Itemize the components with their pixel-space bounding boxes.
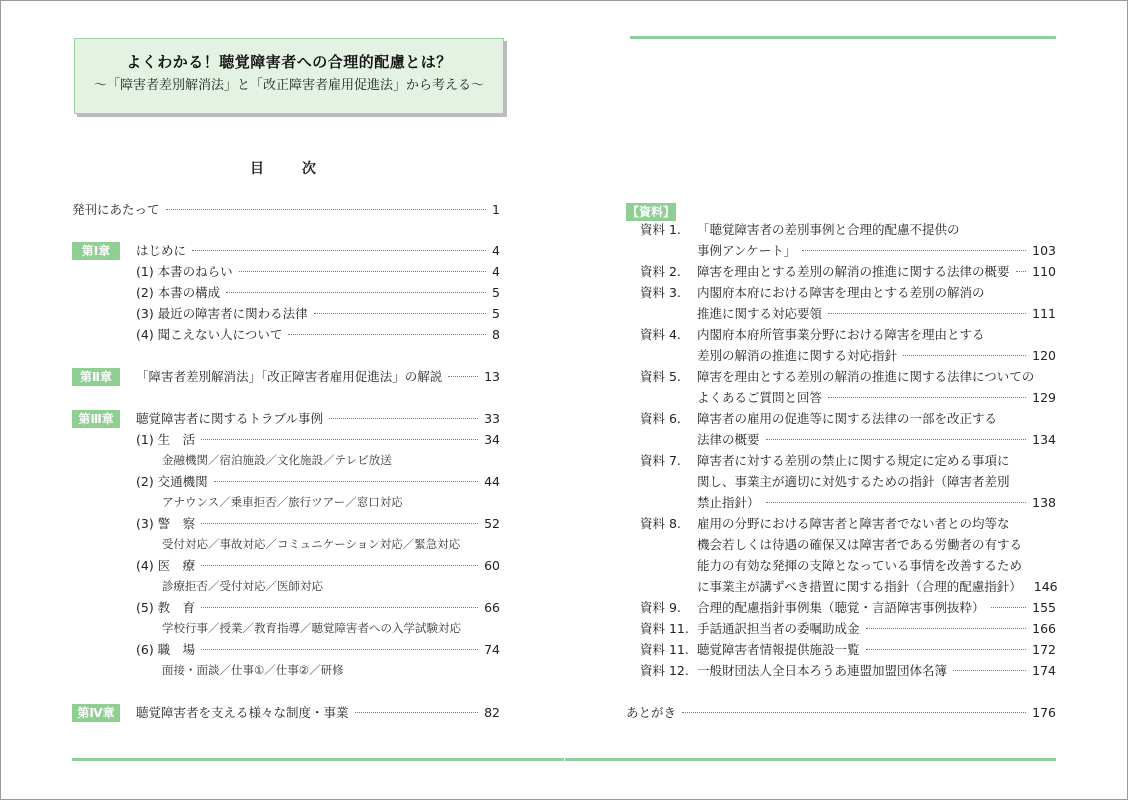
material-page: 120 [1032,348,1056,363]
dot-leader [828,313,1026,314]
dot-leader [166,209,487,210]
material-title-line: 機会若しくは待遇の確保又は障害者である労働者の有する [697,537,1023,552]
toc-afterword[interactable] [626,704,1056,722]
dot-leader [239,271,486,272]
toc-material-10[interactable] [697,620,1056,638]
material-title-line: 一般財団法人全日本ろうあ連盟加盟団体名簿 [697,663,948,678]
chapter-title: 「障害者差別解消法」「改正障害者雇用促進法」の解説 [136,369,443,384]
material-label: 資料 6. [640,411,681,426]
material-title-line: 事例アンケート」 [697,243,797,258]
toc-section[interactable] [136,263,500,281]
section-topics: 診療拒否／受付対応／医師対応 [162,579,323,593]
chapter-title: 聴覚障害者に関するトラブル事例 [136,411,324,426]
section-label: (2) 本書の構成 [136,285,221,300]
toc-chapter-1[interactable] [136,242,500,260]
material-title-line: 法律の概要 [697,432,760,447]
material-title-line: 内閣府本府における障害を理由とする差別の解消の [697,285,985,300]
dot-leader [201,649,478,650]
section-label: (2) 交通機関 [136,474,208,489]
material-page: 103 [1032,243,1056,258]
dot-leader [866,628,1027,629]
section-page: 8 [492,327,500,342]
chapter-badge: 第Ⅲ章 [72,410,120,428]
dot-leader [214,481,478,482]
section-label: (6) 職 場 [136,642,196,657]
toc-material-8[interactable] [697,578,1056,596]
section-page: 5 [492,306,500,321]
dot-leader [201,607,478,608]
section-page: 60 [484,558,500,573]
section-page: 44 [484,474,500,489]
toc-section[interactable] [136,557,500,575]
section-label: (4) 聞こえない人について [136,327,283,342]
material-label: 資料 5. [640,369,681,384]
toc-material-11[interactable] [697,641,1056,659]
bottom-right-rule [565,758,1056,761]
toc-entry-label: 発刊にあたって [72,202,160,217]
dot-leader [201,523,478,524]
material-title-line: 禁止指針） [697,495,760,510]
toc-section[interactable] [136,473,500,491]
section-topics: アナウンス／乗車拒否／旅行ツアー／窓口対応 [162,495,403,509]
section-page: 34 [484,432,500,447]
section-label: (3) 最近の障害者に関わる法律 [136,306,308,321]
material-title-line: 能力の有効な発揮の支障となっている事情を改善するため [697,558,1023,573]
material-label: 資料 7. [640,453,681,468]
chapter-page: 33 [484,411,500,426]
material-page: 146 [1033,579,1058,594]
dot-leader [201,565,478,566]
toc-entry-page: 1 [492,202,500,217]
material-page: 110 [1032,264,1056,279]
material-label: 資料 12. [640,663,689,678]
dot-leader [201,439,478,440]
dot-leader [682,712,1026,713]
material-title-line: 差別の解消の推進に関する対応指針 [697,348,898,363]
chapter-title: 聴覚障害者を支える様々な制度・事業 [136,705,349,720]
section-page: 5 [492,285,500,300]
section-topics: 受付対応／事故対応／コミュニケーション対応／緊急対応 [162,537,461,551]
material-label: 資料 1. [640,222,681,237]
material-title-line: 障害者の雇用の促進等に関する法律の一部を改正する [697,411,998,426]
dot-leader [355,712,479,713]
toc-material-5[interactable] [697,389,1056,407]
section-page: 52 [484,516,500,531]
toc-chapter-3[interactable] [136,410,500,428]
material-label: 資料 8. [640,516,681,531]
material-label: 資料 11. [640,642,689,657]
top-right-rule [630,36,1056,39]
dot-leader [828,397,1026,398]
material-title-line: よくあるご質問と回答 [697,390,823,405]
book-subtitle: ～「障害者差別解消法」と「改正障害者雇用促進法」から考える～ [93,78,484,93]
material-title-line: 推進に関する対応要領 [697,306,823,321]
afterword-page: 176 [1032,705,1056,720]
toc-material-3[interactable] [697,305,1056,323]
toc-material-2[interactable] [697,263,1056,281]
toc-material-9[interactable] [697,599,1056,617]
section-page: 74 [484,642,500,657]
toc-section[interactable] [136,599,500,617]
toc-chapter-2[interactable] [136,368,500,386]
chapter-badge: 第Ⅰ章 [72,242,120,260]
dot-leader [192,250,486,251]
toc-material-7[interactable] [697,494,1056,512]
material-title-line: に事業主が講ずべき措置に関する指針（合理的配慮指針） [697,579,1022,594]
afterword-label: あとがき [626,705,677,720]
material-title-line: 関し、事業主が適切に対処するための指針（障害者差別 [697,474,1010,489]
dot-leader [903,355,1026,356]
dot-leader [1016,271,1027,272]
chapter-badge: 第Ⅳ章 [72,704,120,722]
section-label: (1) 本書のねらい [136,264,233,279]
dot-leader [766,502,1027,503]
chapter-page: 4 [492,243,500,258]
title-box [74,38,504,114]
section-topics: 学校行事／授業／教育指導／聴覚障害者への入学試験対応 [162,621,461,635]
material-label: 資料 9. [640,600,681,615]
material-title-line: 聴覚障害者情報提供施設一覧 [697,642,860,657]
material-page: 129 [1032,390,1056,405]
dot-leader [448,376,478,377]
dot-leader [953,670,1026,671]
material-title-line: 手話通訳担当者の委嘱助成金 [697,621,860,636]
dot-leader [866,649,1027,650]
toc-section[interactable] [136,515,500,533]
toc-material-1[interactable] [697,242,1056,260]
toc-section[interactable] [136,641,500,659]
toc-material-6[interactable] [697,431,1056,449]
chapter-title: はじめに [136,243,187,258]
material-page: 155 [1032,600,1056,615]
material-label: 資料 3. [640,285,681,300]
dot-leader [802,250,1026,251]
material-title-line: 合理的配慮指針事例集（聴覚・言語障害事例抜粋） [697,600,985,615]
dot-leader [314,313,486,314]
material-title-line: 障害者に対する差別の禁止に関する規定に定める事項に [697,453,1010,468]
section-topics: 面接・面談／仕事①／仕事②／研修 [162,663,344,677]
dot-leader [329,418,478,419]
toc-chapter-4[interactable] [136,704,500,722]
section-page: 4 [492,264,500,279]
section-page: 66 [484,600,500,615]
book-title: よくわかる！聴覚障害者への合理的配慮とは？ [126,53,452,71]
toc-heading: 目 次 [250,161,328,177]
dot-leader [991,607,1027,608]
toc-section[interactable] [136,305,500,323]
toc-material-4[interactable] [697,347,1056,365]
material-label: 資料 11. [640,621,689,636]
material-page: 111 [1032,306,1056,321]
material-title-line: 「聴覚障害者の差別事例と合理的配慮不提供の [697,222,960,237]
section-label: (3) 警 察 [136,516,196,531]
chapter-page: 13 [484,369,500,384]
material-page: 134 [1032,432,1056,447]
material-page: 172 [1032,642,1056,657]
material-label: 資料 2. [640,264,681,279]
toc-section[interactable] [136,284,500,302]
material-page: 138 [1032,495,1056,510]
section-label: (4) 医 療 [136,558,196,573]
material-page: 174 [1032,663,1056,678]
dot-leader [226,292,486,293]
toc-section[interactable] [136,431,500,449]
chapter-badge: 第Ⅱ章 [72,368,120,386]
dot-leader [288,334,486,335]
toc-material-12[interactable] [697,662,1056,680]
material-page: 166 [1032,621,1056,636]
materials-badge: 【資料】 [626,205,675,219]
material-title-line: 障害を理由とする差別の解消の推進に関する法律の概要 [697,264,1010,279]
toc-entry-intro[interactable] [72,201,500,219]
toc-section[interactable] [136,326,500,344]
section-label: (5) 教 育 [136,600,196,615]
dot-leader [766,439,1027,440]
material-label: 資料 4. [640,327,681,342]
material-title-line: 障害を理由とする差別の解消の推進に関する法律についての [697,369,1035,384]
chapter-page: 82 [484,705,500,720]
section-topics: 金融機関／宿泊施設／文化施設／テレビ放送 [162,453,392,467]
section-label: (1) 生 活 [136,432,196,447]
material-title-line: 雇用の分野における障害者と障害者でない者との均等な [697,516,1010,531]
material-title-line: 内閣府本府所管事業分野における障害を理由とする [697,327,985,342]
bottom-left-rule [72,758,564,761]
